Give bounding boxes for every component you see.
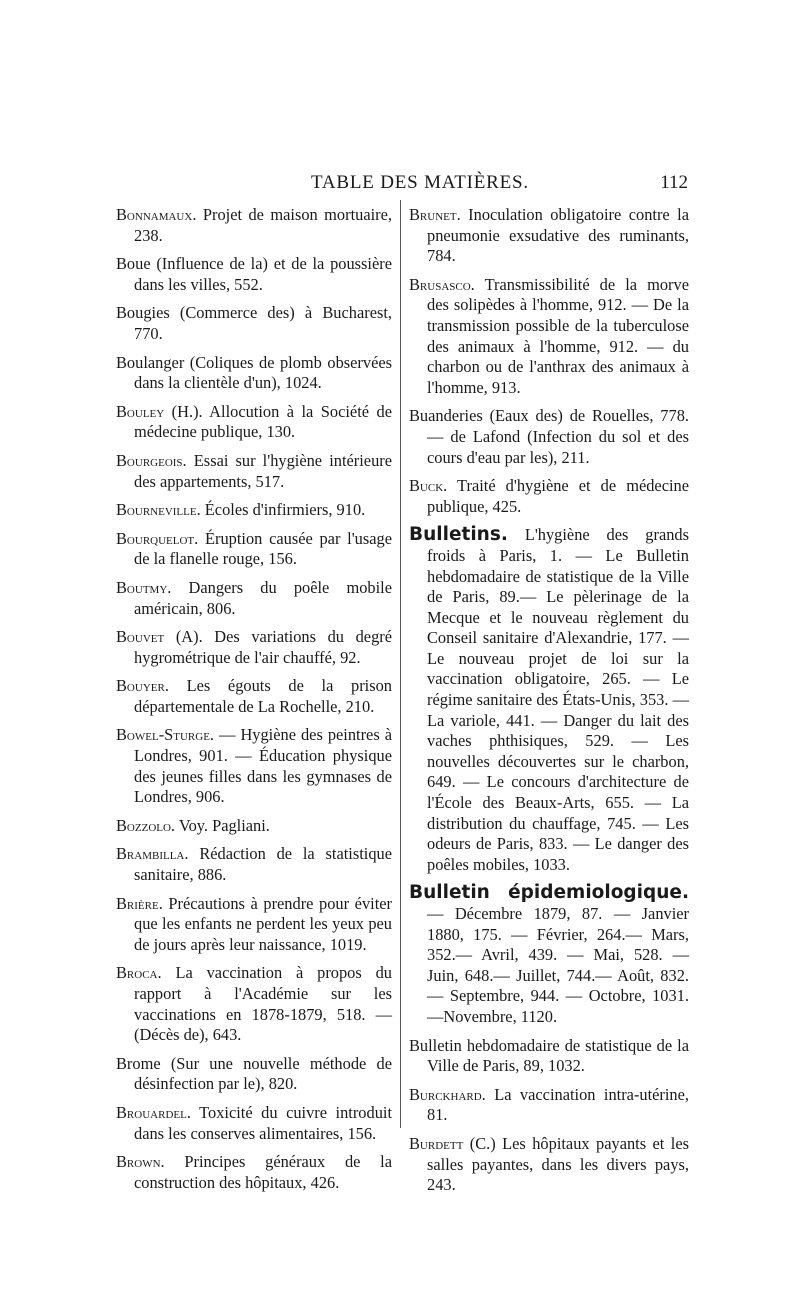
index-entry <box>409 525 689 875</box>
entry-text: (C.) Les hôpitaux payants et les salles payantes, dans les divers pays, 243. <box>427 1133 689 1195</box>
entry-author: Bonnamaux. <box>116 205 197 224</box>
entry-text: Les égouts de la prison départementale de La Rochelle, 210. <box>134 676 392 716</box>
entry-text: Essai sur l'hygiène intérieure des appartements, 517. <box>134 450 392 491</box>
index-entry <box>116 1103 392 1144</box>
entry-text: Boue (Influence de la) et de la poussière dans les villes, 552. <box>116 254 392 294</box>
entry-text: — Décembre 1879, 87. — Janvier 1880, 175. — Février, 264.— Mars, 352.— Avril, 439. — Mai, 528. — Juin, 648.— Juillet, 744.— Août, 832.— Septembre, 944. — Octobre, 1031. —Novembre, 1120. <box>427 904 689 1026</box>
entry-text: Bougies (Commerce des) à Bucharest, 770. <box>116 303 392 343</box>
entry-text: Rédaction de la statistique sanitaire, 886. <box>134 844 392 885</box>
entry-text: (H.). Allocution à la Société de médecine publique, 130. <box>134 401 392 442</box>
entry-author: Bouley <box>116 401 165 421</box>
index-entry <box>116 451 392 492</box>
entry-author: Brière. <box>116 893 163 913</box>
entry-text: Toxicité du cuivre introduit dans les conserves alimentaires, 156. <box>134 1102 392 1143</box>
index-entry <box>116 725 392 807</box>
entry-author: Brown. <box>116 1152 165 1172</box>
entry-author: Burckhard. <box>409 1084 486 1104</box>
entry-author: Brunet. <box>409 205 461 224</box>
index-entry <box>116 1054 392 1095</box>
entry-text: Traité d'hygiène et de médecine publique, 425. <box>427 476 689 516</box>
entry-author: Boutmy. <box>116 577 172 597</box>
entry-author: Bourquelot. <box>116 528 199 548</box>
page-title: TABLE DES MATIÈRES. <box>311 172 529 193</box>
index-entry <box>409 883 689 1027</box>
page-number: 112 <box>660 172 688 193</box>
entry-author: Bouyer. <box>116 676 169 696</box>
index-entry <box>409 406 689 468</box>
index-entry <box>116 303 392 344</box>
entry-text: Précautions à prendre pour éviter que les enfants ne perdent les yeux peu de jours après leur naissance, 1019. <box>134 893 392 954</box>
entry-author: Buck. <box>409 476 448 496</box>
entry-text: (A). Des variations du degré hygrométrique de l'air chauffé, 92. <box>134 627 392 667</box>
index-entry <box>116 676 392 717</box>
entry-text: Buanderies (Eaux des) de Rouelles, 778. — de Lafond (Infection du sol et des cours d'eau par les), 211. <box>409 406 689 467</box>
entry-author: Brouardel. <box>116 1102 191 1122</box>
index-entry <box>409 476 689 517</box>
column-divider <box>400 200 401 1128</box>
entry-author: Bourneville. <box>116 500 201 520</box>
entry-heading: Bulletins. <box>409 524 508 546</box>
index-entry <box>116 500 392 521</box>
entry-text: Brome (Sur une nouvelle méthode de désinfection par le), 820. <box>116 1053 392 1094</box>
right-column <box>409 205 689 1204</box>
entry-text: La vaccination intra-utérine, 81. <box>427 1084 689 1125</box>
entry-text: Boulanger (Coliques de plomb observées dans la clientèle d'un), 1024. <box>116 352 392 393</box>
entry-text: L'hygiène des grands froids à Paris, 1. — Le Bulletin hebdomadaire de statistique de la Ville de Paris, 89.— Le pèlerinage de la Mecque et le nouveau règlement du Conseil sanitaire d'Alexandrie, 177. — Le nouveau projet de loi sur la vaccination obligatoire, 265. — Le régime sanitaire des États-Unis, 353. — La variole, 441. — Danger du lait des vaches phthisiques, 529. — Les nouvelles découvertes sur le charbon, 649. — Le concours d'architecture de l'École des Beaux-Arts, 655. — La distribution du chauffage, 745. — Les odeurs de Paris, 833. — Le danger des poêles mobiles, 1033. <box>427 525 689 874</box>
index-entry <box>116 578 392 619</box>
index-entry <box>116 894 392 956</box>
index-entry <box>409 205 689 267</box>
entry-heading: Bulletin épidemiologique. <box>409 882 689 904</box>
index-entry <box>116 529 392 570</box>
index-entry <box>409 1036 689 1077</box>
entry-text: Bulletin hebdomadaire de statistique de la Ville de Paris, 89, 1032. <box>409 1035 689 1076</box>
index-entry <box>409 1085 689 1126</box>
entry-text: Transmissibilité de la morve des solipèdes à l'homme, 912. — De la transmission possible de la tuberculose des animaux à l'homme, 912. — du charbon ou de l'anthrax des animaux à l'homme, 913. <box>427 274 689 397</box>
entry-author: Bourgeois. <box>116 450 187 470</box>
entry-text: La vaccination à propos du rapport à l'Académie sur les vaccinations en 1878-1879, 518. — (Décès de), 643. <box>134 963 392 1045</box>
page-header <box>116 172 688 198</box>
entry-text: Voy. Pagliani. <box>178 815 270 835</box>
entry-text: Principes généraux de la construction des hôpitaux, 426. <box>134 1152 392 1192</box>
entry-text: Écoles d'infirmiers, 910. <box>204 500 366 520</box>
index-entry <box>116 816 392 837</box>
left-column <box>116 205 392 1201</box>
index-entry <box>116 353 392 394</box>
index-entry <box>409 1134 689 1196</box>
entry-author: Brusasco. <box>409 274 475 294</box>
entry-author: Burdett <box>409 1133 464 1153</box>
index-entry <box>116 254 392 295</box>
index-entry <box>116 402 392 443</box>
entry-author: Broca. <box>116 963 162 983</box>
entry-author: Bozzolo. <box>116 815 176 835</box>
entry-text: — Hygiène des peintres à Londres, 901. — Éducation physique des jeunes filles dans les gymnases de Londres, 906. <box>134 725 392 807</box>
index-entry <box>116 1152 392 1193</box>
index-entry <box>116 627 392 668</box>
entry-text: Projet de maison mortuaire, 238. <box>134 205 392 245</box>
entry-author: Brambilla. <box>116 844 189 864</box>
index-entry <box>116 844 392 885</box>
index-entry <box>409 275 689 399</box>
entry-author: Bowel-Sturge. <box>116 725 215 745</box>
entry-text: Éruption causée par l'usage de la flanelle rouge, 156. <box>134 528 392 569</box>
index-entry <box>116 963 392 1045</box>
entry-text: Dangers du poêle mobile américain, 806. <box>134 577 392 618</box>
entry-text: Inoculation obligatoire contre la pneumonie exsudative des ruminants, 784. <box>427 205 689 266</box>
index-entry <box>116 205 392 246</box>
entry-author: Bouvet <box>116 627 165 647</box>
